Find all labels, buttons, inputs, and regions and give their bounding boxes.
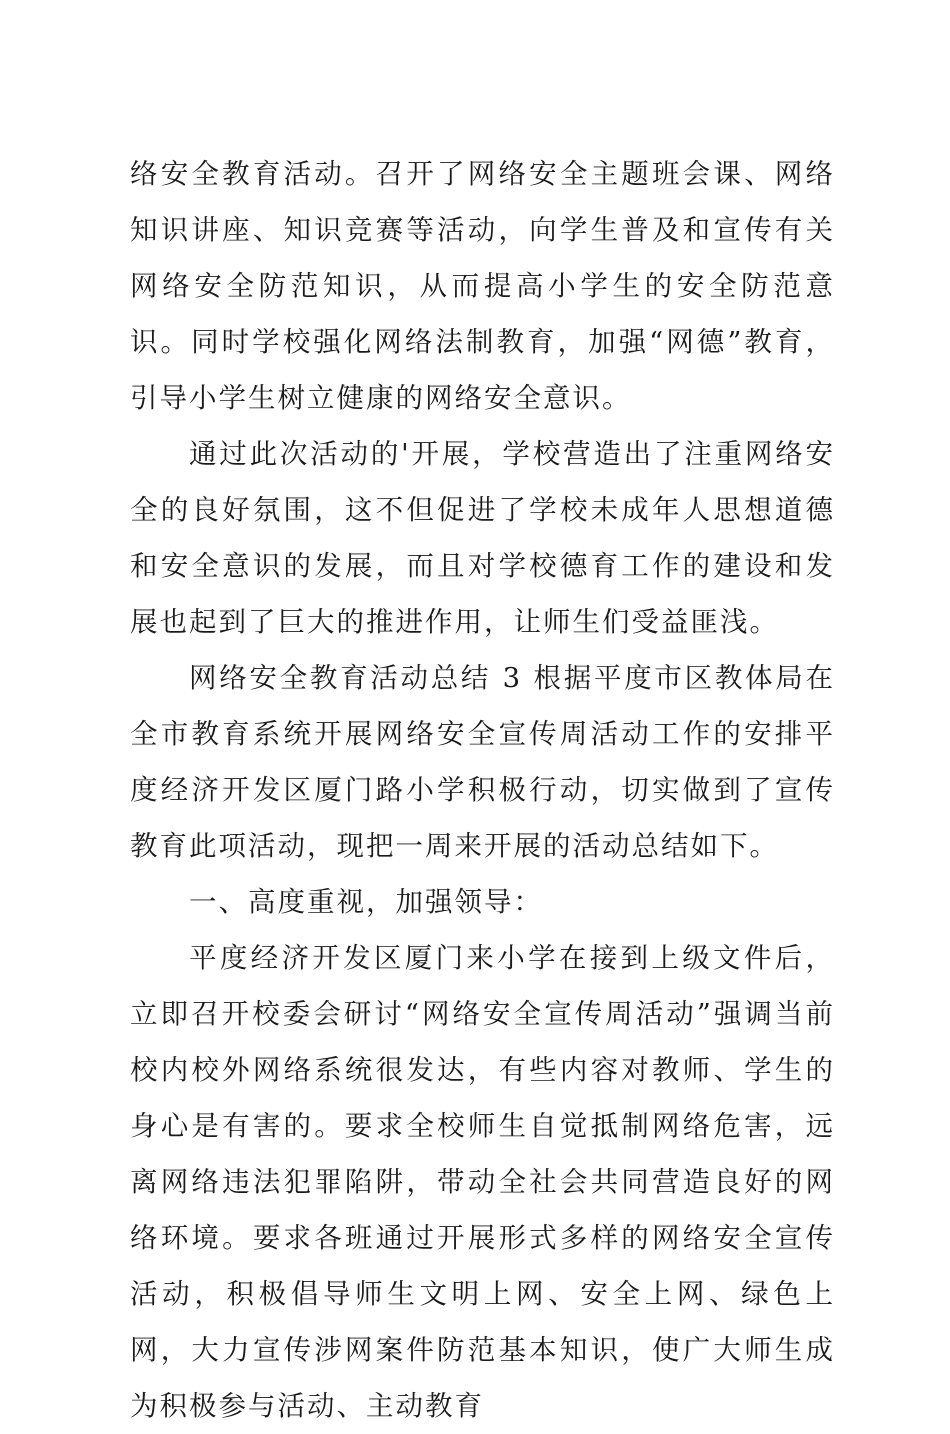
paragraph-continuation: 络安全教育活动。召开了网络安全主题班会课、网络知识讲座、知识竞赛等活动，向学生普及和宣传有关网络安全防范知识，从而提高小学生的安全防范意识。同时学校强化网络法制教育，加强“网德”教育，引导小学生树立健康的网络安全意识。 xyxy=(130,158,835,414)
paragraph-summary-3-intro: 网络安全教育活动总结 3 根据平度市区教体局在全市教育系统开展网络安全宣传周活动工作的安排平度经济开发区厦门路小学积极行动，切实做到了宣传教育此项活动，现把一周来开展的活动总结如下。 xyxy=(130,662,835,862)
paragraph-activity-effect: 通过此次活动的'开展，学校营造出了注重网络安全的良好氛围，这不但促进了学校未成年人思想道德和安全意识的发展，而且对学校德育工作的建设和发展也起到了巨大的推进作用，让师生们受益匪浅。 xyxy=(130,438,835,638)
section-heading-1: 一、高度重视，加强领导： xyxy=(189,886,543,918)
paragraph-leadership: 平度经济开发区厦门来小学在接到上级文件后，立即召开校委会研讨“网络安全宣传周活动”强调当前校内校外网络系统很发达，有些内容对教师、学生的身心是有害的。要求全校师生自觉抵制网络危害，远离网络违法犯罪陷阱，带动全社会共同营造良好的网络环境。要求各班通过开展形式多样的网络安全宣传活动，积极倡导师生文明上网、安全上网、绿色上网，大力宣传涉网案件防范基本知识，使广大师生成为积极参与活动、主动教育 xyxy=(130,942,835,1422)
document-body xyxy=(130,146,835,1434)
